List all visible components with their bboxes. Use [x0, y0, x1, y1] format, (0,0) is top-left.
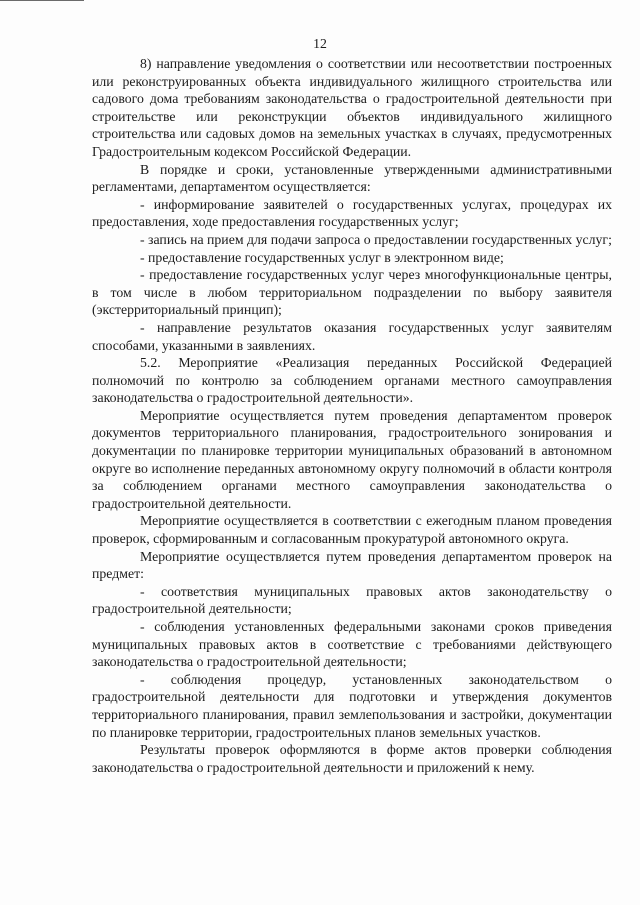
- list-item-informing-applicants: - информирование заявителей о государственных услугах, процедурах их предоставления, ходе предоставления государственных услуг;: [92, 196, 612, 230]
- list-item-appointment-booking: - запись на прием для подачи запроса о предоставлении государственных услуг;: [140, 231, 612, 247]
- paragraph-inspections-description: Мероприятие осуществляется путем проведения департаментом проверок документов территориального планирования, градостроительного зонирования и документации по планировке территории муниципальных образований в автономном округе во исполнение переданных автономному округу полномочий в области контроля за соблюдением органами местного самоуправления законодательства о градостроительной деятельности.: [92, 407, 612, 511]
- page-number: 12: [313, 36, 327, 51]
- document-body: [92, 55, 612, 776]
- list-item-electronic-services: - предоставление государственных услуг в электронном виде;: [140, 249, 504, 265]
- list-item-results-delivery: - направление результатов оказания государственных услуг заявителям способами, указанными в заявлениях.: [92, 319, 612, 353]
- paragraph-department-duties-intro: В порядке и сроки, установленные утвержденными административными регламентами, департаментом осуществляется:: [92, 161, 612, 195]
- list-item-deadline-compliance: - соблюдения установленных федеральными законами сроков приведения муниципальных правовых актов в соответствие с требованиями действующего законодательства о градостроительной деятельности;: [92, 619, 612, 670]
- paragraph-notification-item-8: 8) направление уведомления о соответствии или несоответствии построенных или реконструированных объекта индивидуального жилищного строительства или садового дома требованиям законодательства о градостроительной деятельности при строительстве или реконструкции объектов индивидуального жилищного строительства или садовых домов на земельных участках в случаях, предусмотренных Градостроительным кодексом Российской Федерации.: [92, 56, 612, 159]
- paragraph-annual-plan: Мероприятие осуществляется в соответствии с ежегодным планом проведения проверок, сформированным и согласованным прокуратурой автономного округа.: [92, 513, 612, 547]
- list-item-multifunctional-centers: - предоставление государственных услуг через многофункциональные центры, в том числе в любом территориальном подразделении по выбору заявителя (экстерриториальный принцип);: [92, 267, 612, 318]
- scan-edge-line: [0, 0, 84, 1]
- list-item-procedure-compliance: - соблюдения процедур, установленных законодательством о градостроительной деятельности для подготовки и утверждения документов территориального планирования, правил землепользования и застройки, документации по планировке территории, градостроительных планов земельных участков.: [92, 671, 612, 740]
- paragraph-measure-5-2-heading: 5.2. Мероприятие «Реализация переданных Российской Федерацией полномочий по контролю за соблюдением органами местного самоуправления законодательства о градостроительной деятельности».: [92, 355, 612, 406]
- paragraph-inspection-subjects-intro: Мероприятие осуществляется путем проведения департаментом проверок на предмет:: [92, 548, 612, 582]
- list-item-legal-acts-compliance: - соответствия муниципальных правовых актов законодательству о градостроительной деятельности;: [92, 583, 612, 617]
- paragraph-inspection-results: Результаты проверок оформляются в форме актов проверки соблюдения законодательства о градостроительной деятельности и приложений к нему.: [92, 742, 612, 775]
